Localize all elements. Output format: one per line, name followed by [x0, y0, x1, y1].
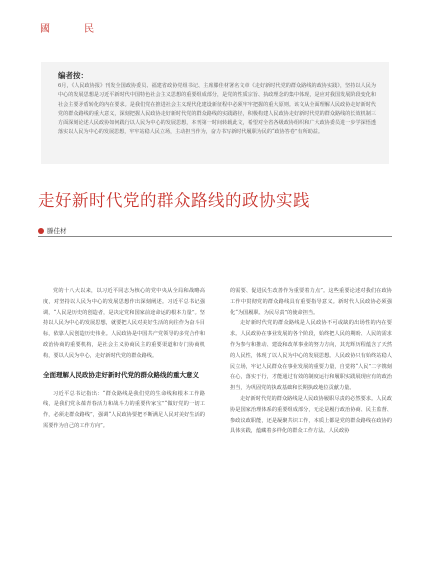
article-author: [38, 226, 67, 235]
body-column-left: [43, 286, 205, 432]
article-title: 走好新时代党的群众路线的政协实践: [38, 191, 310, 210]
author-bullet-icon: [38, 228, 44, 234]
paragraph: 走好新时代党的群众路线是人民政协履职尽责的必然要求。人民政协是国家治理体系的重要组成部分，无论是履行政治协商、民主监督、参政议政职能，还是凝聚共识工作，本质上都是党的群众路线在政协的具体实践，蕴藏着多样化的群众工作方法。人民政协: [230, 395, 392, 435]
paragraph: 习近平总书记指出：“群众路线是我们党的生命线和根本工作路线，是我们党永葆青春活力和战斗力的重要传家宝”“做好党的一切工作，必须走群众路线”，强调“人民政协要把不断满足人民对美好生活的需要作为自己的工作方向”。: [43, 390, 205, 429]
section-heading: 全面理解人民政协走好新时代党的群众路线的重大意义: [43, 370, 199, 379]
running-header-left: 國: [40, 24, 52, 35]
author-name: 滕佳材: [47, 227, 67, 235]
editor-note-title: 编者按：: [58, 71, 88, 80]
editor-note-text: 6月，《人民政协报》刊发全国政协委员、福建省政协党组书记、主席滕佳材署名文章《走好新时代党的群众路线的政协实践》，坚持以人民为中心的发展思想是习近平新时代中国特色社会主义思想的重要组成部分，是党的性质宗旨、执政理念的集中体现，是应对我国发展阶段变化和社会主要矛盾转化的内在要求。是我们党在推进社会主义现代化建设新征程中必须牢牢把握的重大原则。该文从全面理解人民政协走好新时代党的群众路线的重大意义，深刻把握人民政协走好新时代党的群众路线的实践路径，积极构建人民政协走好新时代党的群众路线的长效机制三方面深刻论述人民政协如何践行以人民为中心的发展思想，本刊第一时间转载此文，希望对全省各级政协组织和广大政协委员进一步学深悟透落实以人民为中心的发展思想，牢牢站稳人民立场，主动担当作为，奋力书写新时代履职为民的“政协答卷”有所助益。: [58, 83, 376, 136]
running-header-right: 民: [84, 24, 96, 35]
body-column-right: [230, 286, 392, 437]
paragraph: 的需要、促进民生改善作为重要着力点”。这些重要论述对我们在政协工作中贯彻党的群众路线具有重要指导意义。新时代人民政协必须强化“为国履职、为民尽责”的使命担当。: [230, 288, 392, 316]
paragraph: 党的十八大以来，以习近平同志为核心的党中央从全局和战略高度，对坚持以人民为中心的发展思想作出深刻阐述。习近平总书记强调，“人民是历史的创造者，是决定党和国家前途命运的根本力量”。坚持以人民为中心的发展思想，就要把人民对美好生活的向往作为奋斗目标，依靠人民创造历史伟业。人民政协是中国共产党领导的多党合作和政治协商的重要机构，是社会主义协商民主的重要渠道和专门协商机构，要以人民为中心，走好新时代党的群众路线。: [43, 288, 205, 359]
title-divider: [38, 236, 392, 237]
paragraph: 走好新时代党的群众路线是人民政协不可或缺的出场性的内在要求。人民政协在事业发展的各个阶段，始终把人民的期盼、人民的需求作为参与和推动、建设和改革事业的努力方向，其光辉历程蕴含了天然的人民性，体现了以人民为中心的发展思想。人民政协只有始终站稳人民立场，牢记人民群众在事业发展的重要力量，自觉将“人民”二字镌刻在心，落实于行，才能通过有效的制度运行和履职实践展现应有的政治担当，为巩固党的执政基础和长期执政地位贡献力量。: [230, 320, 392, 392]
